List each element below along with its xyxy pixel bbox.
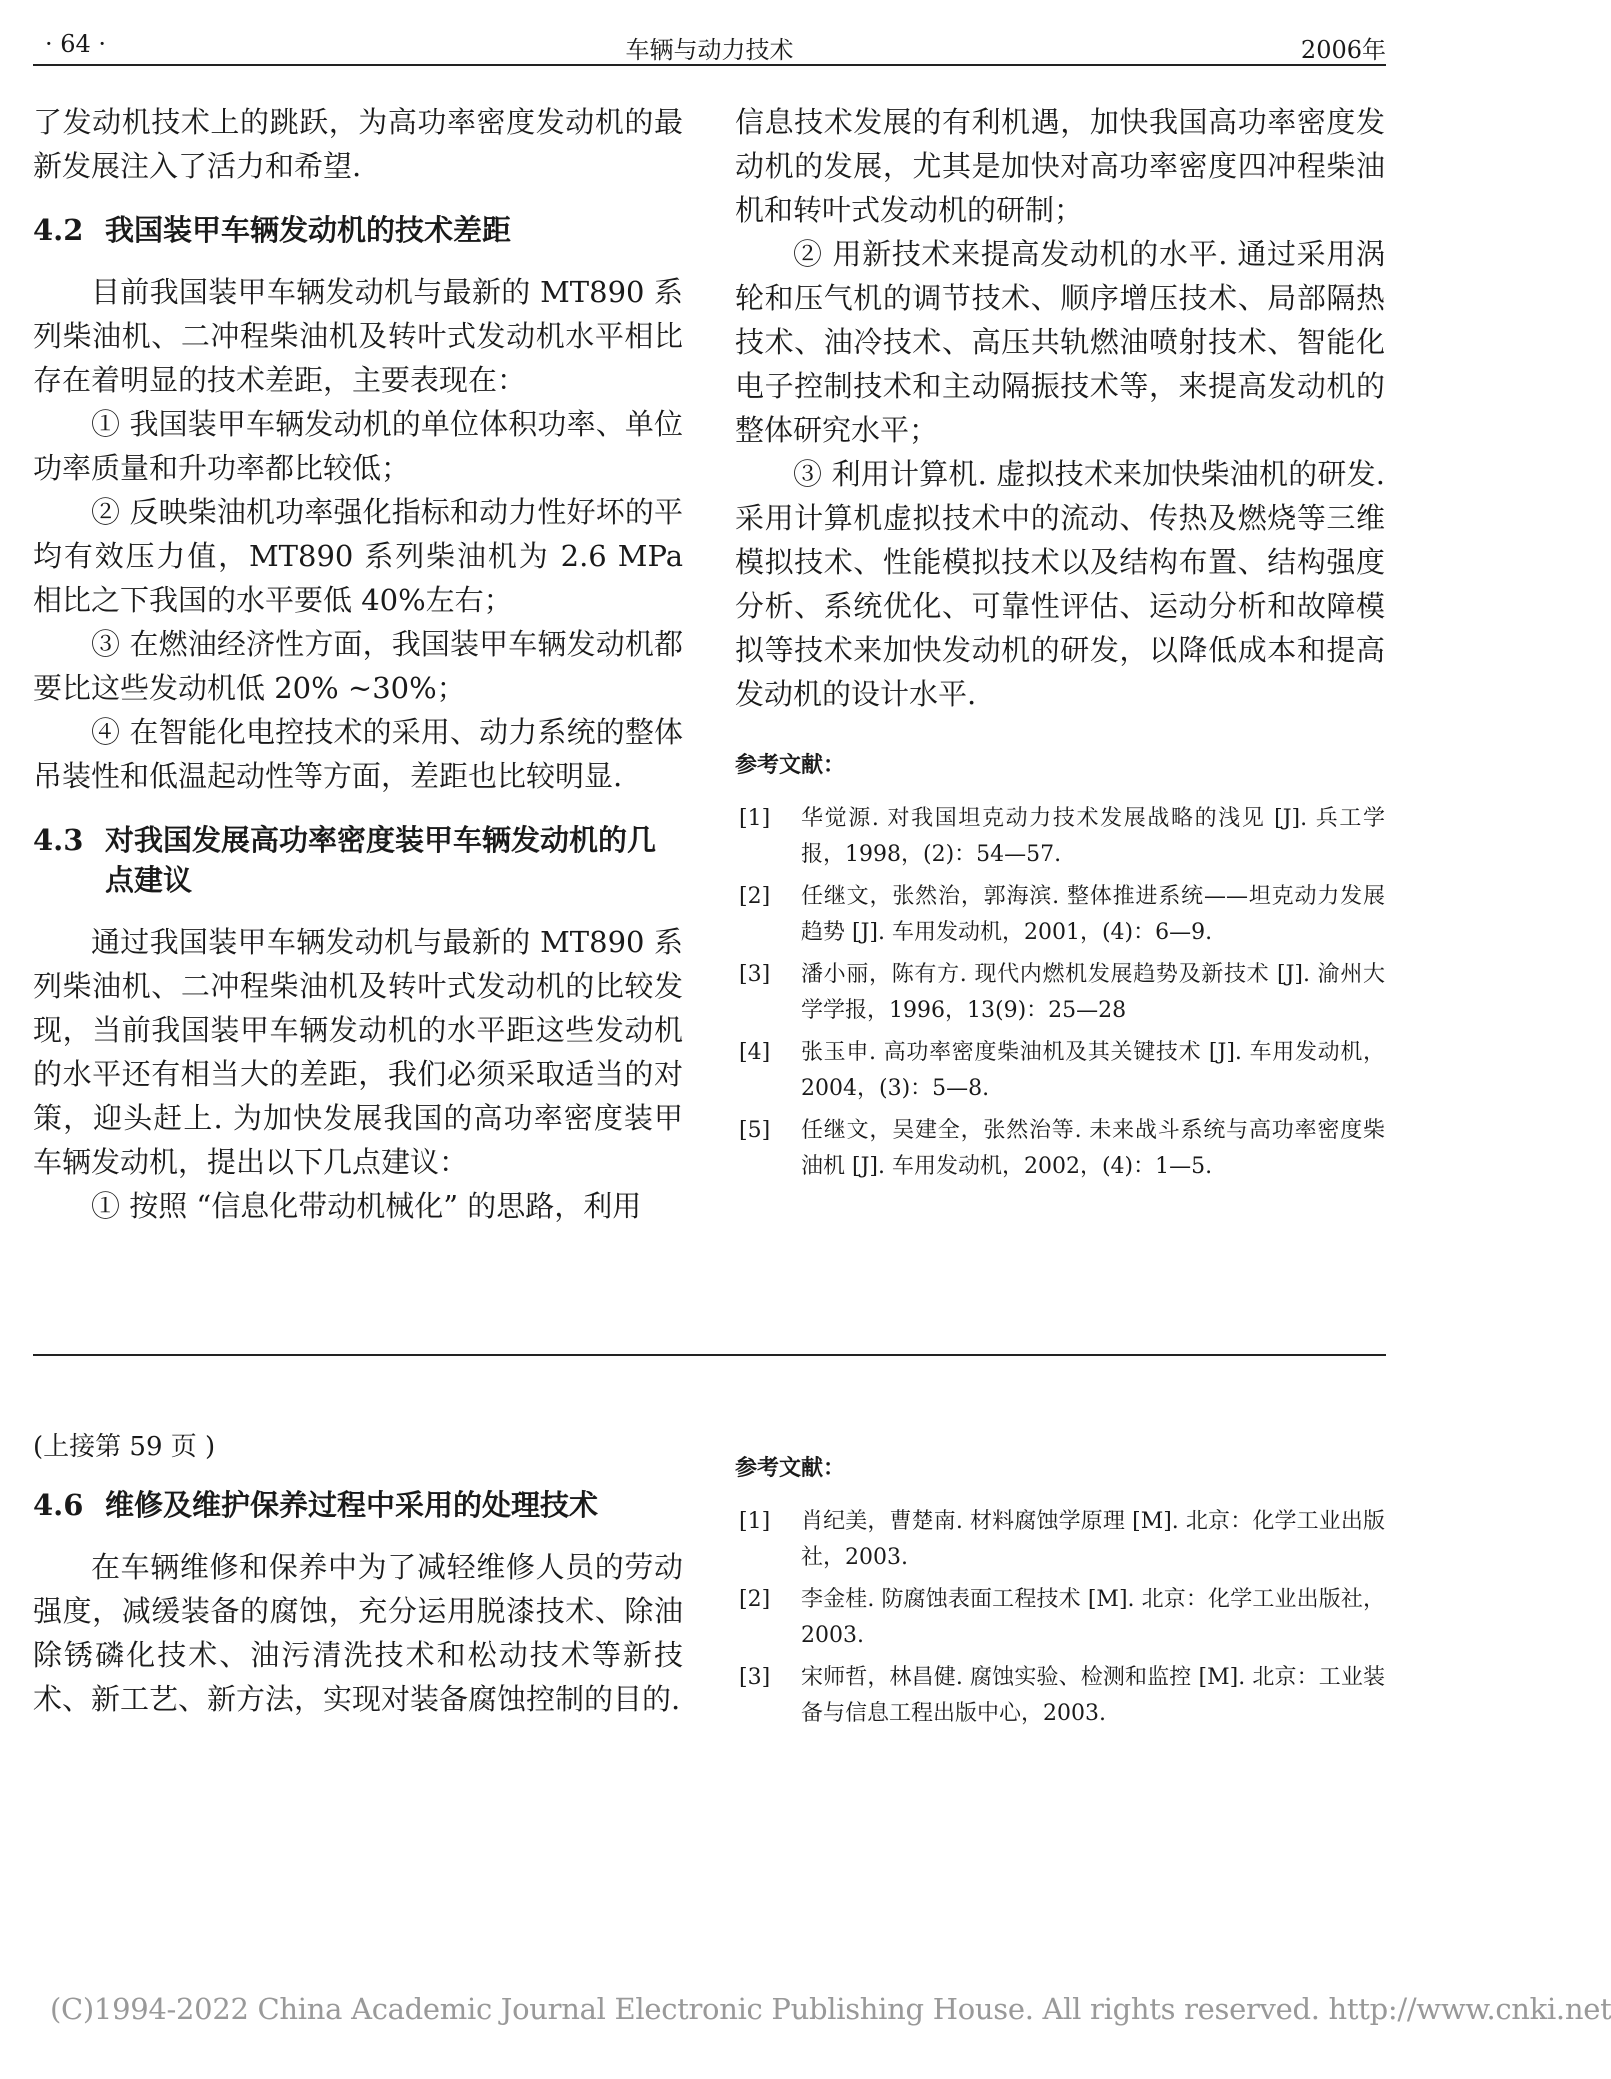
- reference-item: [735, 801, 1385, 873]
- reference-item: [735, 957, 1385, 1029]
- section-number: 4.3: [33, 823, 84, 857]
- paragraph: 信息技术发展的有利机遇，加快我国高功率密度发动机的发展，尤其是加快对高功率密度四冲程柴油机和转叶式发动机的研制；: [735, 105, 1385, 227]
- reference-text: 潘小丽，陈有方. 现代内燃机发展趋势及新技术 [J]. 渝州大学学报，1996，13(9)：25—28: [801, 962, 1385, 1023]
- left-column-top: [33, 100, 683, 1228]
- references-title: 参考文献：: [735, 1456, 846, 1481]
- section-title: 我国装甲车辆发动机的技术差距: [105, 213, 512, 247]
- list-item: ④ 在智能化电控技术的采用、动力系统的整体吊装性和低温起动性等方面，差距也比较明显.: [33, 715, 683, 793]
- list-item: ① 按照 “信息化带动机械化” 的思路，利用: [91, 1189, 642, 1223]
- reference-item: [735, 1660, 1385, 1732]
- reference-text: 肖纪美，曹楚南. 材料腐蚀学原理 [M]. 北京：化学工业出版社，2003.: [801, 1509, 1385, 1570]
- reference-item: [735, 1113, 1385, 1185]
- reference-number: [1]: [739, 806, 771, 831]
- section-number: 4.2: [33, 213, 84, 247]
- list-item: ③ 在燃油经济性方面，我国装甲车辆发动机都要比这些发动机低 20% ~30%；: [33, 627, 683, 705]
- section-title: 对我国发展高功率密度装甲车辆发动机的几点建议: [105, 823, 657, 897]
- intro-paragraph: 了发动机技术上的跳跃，为高功率密度发动机的最新发展注入了活力和希望.: [33, 105, 683, 183]
- reference-number: [3]: [739, 1665, 771, 1690]
- article-divider: [33, 1354, 1386, 1356]
- section-heading-4-6: [33, 1485, 683, 1525]
- section-title: 维修及维护保养过程中采用的处理技术: [105, 1488, 599, 1522]
- reference-number: [4]: [739, 1040, 771, 1065]
- reference-item: [735, 1582, 1385, 1654]
- references-title: 参考文献：: [735, 753, 846, 778]
- right-column-bottom: [735, 1451, 1385, 1738]
- reference-text: 任继文，张然治，郭海滨. 整体推进系统——坦克动力发展趋势 [J]. 车用发动机，2001，(4)：6—9.: [801, 884, 1385, 945]
- header-rule: [33, 64, 1386, 66]
- reference-item: [735, 1504, 1385, 1576]
- list-item: ③ 利用计算机. 虚拟技术来加快柴油机的研发. 采用计算机虚拟技术中的流动、传热及燃烧等三维模拟技术、性能模拟技术以及结构布置、结构强度分析、系统优化、可靠性评估、运动分析和故障模拟等技术来加快发动机的研发，以降低成本和提高发动机的设计水平.: [735, 457, 1385, 711]
- journal-title: 车辆与动力技术: [625, 36, 794, 64]
- left-column-bottom: [33, 1426, 683, 1721]
- reference-number: [2]: [739, 1587, 771, 1612]
- page-header: [33, 30, 1386, 62]
- reference-text: 宋师哲，林昌健. 腐蚀实验、检测和监控 [M]. 北京：工业装备与信息工程出版中心，2003.: [801, 1665, 1385, 1726]
- publication-year: 2006年: [1300, 36, 1386, 64]
- reference-number: [1]: [739, 1509, 771, 1534]
- continued-note: (上接第 59 页 ): [33, 1432, 216, 1462]
- section-number: 4.6: [33, 1488, 84, 1522]
- reference-number: [2]: [739, 884, 771, 909]
- reference-number: [5]: [739, 1118, 771, 1143]
- reference-text: 张玉申. 高功率密度柴油机及其关键技术 [J]. 车用发动机，2004，(3)：5—8.: [801, 1040, 1385, 1101]
- copyright-footer: (C)1994-2022 China Academic Journal Electronic Publishing House. All rights reserved. http://www.cnki.net: [50, 1992, 1611, 2026]
- reference-item: [735, 1035, 1385, 1107]
- reference-text: 李金桂. 防腐蚀表面工程技术 [M]. 北京：化学工业出版社，2003.: [801, 1587, 1385, 1648]
- reference-number: [3]: [739, 962, 771, 987]
- right-column-top: [735, 100, 1385, 1191]
- paragraph: 通过我国装甲车辆发动机与最新的 MT890 系列柴油机、二冲程柴油机及转叶式发动机的比较发现，当前我国装甲车辆发动机的水平距这些发动机的水平还有相当大的差距，我们必须采取适当的对策，迎头赶上. 为加快发展我国的高功率密度装甲车辆发动机，提出以下几点建议：: [33, 925, 683, 1179]
- reference-text: 任继文，吴建全，张然治等. 未来战斗系统与高功率密度柴油机 [J]. 车用发动机，2002，(4)：1—5.: [801, 1118, 1385, 1179]
- reference-item: [735, 879, 1385, 951]
- page-number: · 64 ·: [45, 30, 107, 58]
- reference-text: 华觉源. 对我国坦克动力技术发展战略的浅见 [J]. 兵工学报，1998，(2)：54—57.: [801, 806, 1385, 867]
- list-item: ② 反映柴油机功率强化指标和动力性好坏的平均有效压力值，MT890 系列柴油机为 2.6 MPa 相比之下我国的水平要低 40%左右；: [33, 495, 683, 617]
- list-item: ② 用新技术来提高发动机的水平. 通过采用涡轮和压气机的调节技术、顺序增压技术、局部隔热技术、油冷技术、高压共轨燃油喷射技术、智能化电子控制技术和主动隔振技术等，来提高发动机的整体研究水平；: [735, 237, 1385, 447]
- paragraph: 目前我国装甲车辆发动机与最新的 MT890 系列柴油机、二冲程柴油机及转叶式发动机水平相比存在着明显的技术差距，主要表现在：: [33, 275, 683, 397]
- section-heading-4-3: [33, 820, 683, 900]
- paragraph: 在车辆维修和保养中为了减轻维修人员的劳动强度，减缓装备的腐蚀，充分运用脱漆技术、除油除锈磷化技术、油污清洗技术和松动技术等新技术、新工艺、新方法，实现对装备腐蚀控制的目的.: [33, 1550, 683, 1716]
- section-heading-4-2: [33, 210, 683, 250]
- list-item: ① 我国装甲车辆发动机的单位体积功率、单位功率质量和升功率都比较低；: [33, 407, 683, 485]
